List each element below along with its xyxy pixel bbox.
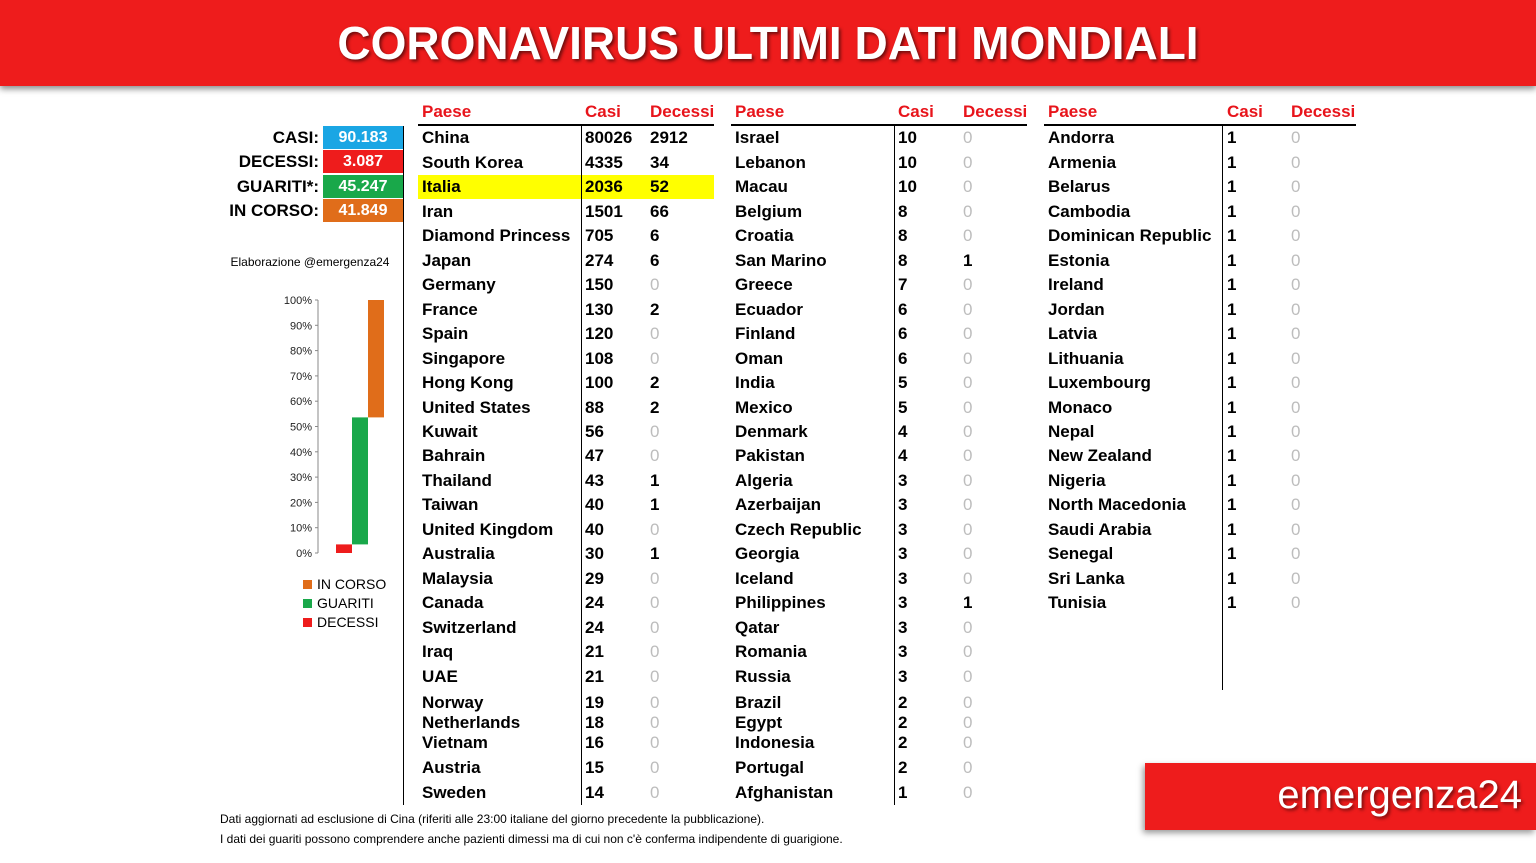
deaths-value: 0 — [650, 693, 660, 712]
header-underline — [731, 124, 1027, 126]
deaths-value: 0 — [1291, 128, 1301, 147]
deaths-value: 0 — [963, 520, 973, 539]
deaths-value: 34 — [650, 153, 669, 172]
deaths-value: 0 — [963, 569, 973, 588]
country-name: Jordan — [1048, 300, 1105, 319]
country-name: Romania — [735, 642, 807, 661]
deaths-value: 0 — [650, 324, 660, 343]
country-name: Taiwan — [422, 495, 479, 514]
deaths-value: 0 — [1291, 373, 1301, 392]
deaths-value: 0 — [1291, 324, 1301, 343]
legend-item — [303, 594, 386, 613]
brand-logo-text: emergenza24 — [1277, 773, 1522, 817]
cases-value: 3 — [898, 618, 908, 637]
cases-value: 1 — [1227, 373, 1237, 392]
deaths-value: 0 — [1291, 446, 1301, 465]
deaths-value: 2 — [650, 300, 660, 319]
country-name: Mexico — [735, 398, 793, 417]
header-banner — [0, 0, 1536, 86]
summary-value: 41.849 — [323, 199, 403, 222]
cases-value: 1 — [1227, 446, 1237, 465]
country-name: France — [422, 300, 478, 319]
deaths-value: 0 — [963, 642, 973, 661]
y-tick-label: 90% — [289, 320, 312, 333]
summary-label: GUARITI*: — [236, 177, 319, 196]
y-tick-label: 70% — [289, 370, 312, 383]
country-name: Israel — [735, 128, 780, 147]
deaths-value: 0 — [650, 569, 660, 588]
country-name: Senegal — [1048, 544, 1114, 563]
deaths-value: 0 — [1291, 226, 1301, 245]
deaths-value: 1 — [963, 251, 973, 270]
cases-value: 4335 — [585, 153, 623, 172]
country-name: Afghanistan — [735, 783, 834, 802]
chart-legend — [303, 575, 386, 632]
deaths-value: 0 — [963, 373, 973, 392]
deaths-value: 0 — [963, 177, 973, 196]
deaths-value: 0 — [1291, 275, 1301, 294]
summary-row — [205, 150, 403, 173]
column-header-deaths: Decessi — [1291, 102, 1356, 121]
country-name: Denmark — [735, 422, 808, 441]
country-name: South Korea — [422, 153, 524, 172]
cases-value: 4 — [898, 446, 908, 465]
cases-value: 56 — [585, 422, 604, 441]
deaths-value: 0 — [963, 226, 973, 245]
cases-value: 2 — [898, 758, 908, 777]
cases-value: 47 — [585, 446, 604, 465]
legend-swatch — [303, 618, 312, 627]
country-name: Andorra — [1048, 128, 1115, 147]
legend-item — [303, 613, 386, 632]
column-header-cases: Casi — [585, 102, 621, 121]
y-tick-label: 0% — [296, 548, 312, 560]
deaths-value: 0 — [1291, 593, 1301, 612]
deaths-value: 0 — [1291, 202, 1301, 221]
country-name: Finland — [735, 324, 796, 343]
country-name: India — [735, 373, 775, 392]
country-name: Algeria — [735, 471, 793, 490]
y-tick-label: 80% — [289, 345, 312, 358]
deaths-value: 0 — [963, 733, 973, 752]
cases-value: 40 — [585, 495, 604, 514]
column-separator — [581, 126, 582, 805]
column-header-country: Paese — [735, 102, 785, 121]
country-name: Pakistan — [735, 446, 805, 465]
country-name: Malaysia — [422, 569, 493, 588]
country-name: Monaco — [1048, 398, 1113, 417]
cases-value: 274 — [585, 251, 614, 270]
deaths-value: 2 — [650, 398, 660, 417]
deaths-value: 0 — [963, 300, 973, 319]
country-name: Nepal — [1048, 422, 1095, 441]
cases-value: 1 — [1227, 520, 1237, 539]
country-name: Singapore — [422, 349, 506, 368]
country-name: Japan — [422, 251, 472, 270]
deaths-value: 0 — [1291, 471, 1301, 490]
cases-value: 3 — [898, 495, 908, 514]
deaths-value: 0 — [650, 618, 660, 637]
cases-value: 8 — [898, 202, 908, 221]
cases-value: 6 — [898, 324, 908, 343]
cases-value: 1 — [1227, 128, 1237, 147]
cases-value: 21 — [585, 667, 604, 686]
bar-in-corso — [368, 300, 384, 417]
cases-value: 2036 — [585, 177, 623, 196]
deaths-value: 0 — [650, 642, 660, 661]
deaths-value: 0 — [963, 471, 973, 490]
country-name: Vietnam — [422, 733, 488, 752]
deaths-value: 2912 — [650, 128, 688, 147]
column-header-deaths: Decessi — [650, 102, 715, 121]
country-name: Dominican Republic — [1048, 226, 1212, 245]
country-name: Oman — [735, 349, 784, 368]
cases-value: 1 — [1227, 324, 1237, 343]
deaths-value: 0 — [963, 324, 973, 343]
country-name: United States — [422, 398, 531, 417]
country-name: Egypt — [735, 713, 783, 732]
cases-value: 2 — [898, 713, 908, 732]
deaths-value: 0 — [963, 495, 973, 514]
country-name: Greece — [735, 275, 793, 294]
cases-value: 4 — [898, 422, 908, 441]
header-underline — [418, 124, 714, 126]
cases-value: 1 — [1227, 569, 1237, 588]
cases-value: 8 — [898, 251, 908, 270]
cases-value: 1 — [1227, 226, 1237, 245]
credit-label: Elaborazione @emergenza24 — [230, 255, 390, 269]
cases-value: 3 — [898, 520, 908, 539]
deaths-value: 0 — [650, 520, 660, 539]
cases-value: 15 — [585, 758, 604, 777]
cases-value: 1 — [898, 783, 908, 802]
country-name: Iran — [422, 202, 454, 221]
y-tick-label: 20% — [289, 497, 312, 510]
country-name: North Macedonia — [1048, 495, 1186, 514]
cases-value: 1 — [1227, 275, 1237, 294]
summary-value: 90.183 — [323, 126, 403, 149]
cases-value: 1 — [1227, 153, 1237, 172]
cases-value: 1 — [1227, 251, 1237, 270]
cases-value: 3 — [898, 544, 908, 563]
y-tick-label: 30% — [289, 472, 312, 485]
country-name: Bahrain — [422, 446, 486, 465]
country-name: Latvia — [1048, 324, 1098, 343]
y-tick-label: 40% — [289, 446, 312, 459]
y-tick-label: 100% — [283, 295, 312, 307]
cases-value: 3 — [898, 471, 908, 490]
country-name: UAE — [422, 667, 458, 686]
cases-value: 1 — [1227, 398, 1237, 417]
country-name: Lithuania — [1048, 349, 1124, 368]
legend-label: GUARITI — [317, 595, 374, 611]
country-name: Switzerland — [422, 618, 517, 637]
country-name: Saudi Arabia — [1048, 520, 1152, 539]
cases-value: 14 — [585, 783, 604, 802]
cases-value: 6 — [898, 349, 908, 368]
country-name: Ecuador — [735, 300, 804, 319]
country-name: Sri Lanka — [1048, 569, 1125, 588]
percentage-chart — [255, 290, 415, 570]
cases-value: 8 — [898, 226, 908, 245]
deaths-value: 0 — [1291, 251, 1301, 270]
cases-value: 18 — [585, 713, 604, 732]
deaths-value: 0 — [1291, 495, 1301, 514]
country-name: Iraq — [422, 642, 454, 661]
cases-value: 1 — [1227, 593, 1237, 612]
summary-row — [205, 175, 403, 198]
country-name: Tunisia — [1048, 593, 1107, 612]
deaths-value: 0 — [963, 398, 973, 417]
deaths-value: 1 — [650, 544, 660, 563]
country-name: China — [422, 128, 470, 147]
cases-value: 1 — [1227, 300, 1237, 319]
cases-value: 80026 — [585, 128, 633, 147]
country-name: Azerbaijan — [735, 495, 821, 514]
cases-value: 5 — [898, 373, 908, 392]
deaths-value: 0 — [963, 275, 973, 294]
cases-value: 5 — [898, 398, 908, 417]
country-name: Qatar — [735, 618, 780, 637]
deaths-value: 0 — [650, 422, 660, 441]
deaths-value: 0 — [650, 667, 660, 686]
column-header-country: Paese — [1048, 102, 1098, 121]
deaths-value: 0 — [963, 422, 973, 441]
legend-item — [303, 575, 386, 594]
column-separator — [894, 126, 895, 805]
deaths-value: 0 — [963, 713, 973, 732]
deaths-value: 0 — [650, 733, 660, 752]
cases-value: 29 — [585, 569, 604, 588]
country-name: Iceland — [735, 569, 794, 588]
deaths-value: 0 — [963, 783, 973, 802]
cases-value: 1 — [1227, 422, 1237, 441]
legend-swatch — [303, 599, 312, 608]
footnote-2: I dati dei guariti possono comprendere anche pazienti dimessi ma di cui non c'è conferma indipendente di guarigione. — [220, 832, 843, 846]
column-separator — [1222, 126, 1223, 690]
summary-label: DECESSI: — [238, 152, 319, 171]
country-name: Nigeria — [1048, 471, 1106, 490]
country-name: Luxembourg — [1048, 373, 1151, 392]
deaths-value: 52 — [650, 177, 669, 196]
summary-row — [205, 126, 403, 149]
summary-value: 3.087 — [323, 150, 403, 173]
left-separator — [403, 126, 404, 805]
cases-value: 100 — [585, 373, 614, 392]
footnote-1: Dati aggiornati ad esclusione di Cina (riferiti alle 23:00 italiane del giorno precedente la pubblicazione). — [220, 812, 765, 826]
country-name: Croatia — [735, 226, 794, 245]
country-name: Thailand — [422, 471, 492, 490]
deaths-value: 0 — [1291, 398, 1301, 417]
y-tick-label: 50% — [289, 421, 312, 434]
country-name: Australia — [422, 544, 495, 563]
cases-value: 3 — [898, 642, 908, 661]
deaths-value: 0 — [963, 693, 973, 712]
deaths-value: 0 — [1291, 153, 1301, 172]
country-name: Lebanon — [735, 153, 806, 172]
cases-value: 1 — [1227, 177, 1237, 196]
cases-value: 10 — [898, 153, 917, 172]
cases-value: 3 — [898, 667, 908, 686]
deaths-value: 0 — [963, 667, 973, 686]
cases-value: 1 — [1227, 471, 1237, 490]
cases-value: 10 — [898, 177, 917, 196]
cases-value: 88 — [585, 398, 604, 417]
country-name: Kuwait — [422, 422, 478, 441]
column-header-deaths: Decessi — [963, 102, 1028, 121]
deaths-value: 6 — [650, 251, 660, 270]
cases-value: 2 — [898, 733, 908, 752]
cases-value: 705 — [585, 226, 614, 245]
country-name: Sweden — [422, 783, 487, 802]
country-name: Canada — [422, 593, 484, 612]
cases-value: 24 — [585, 618, 604, 637]
deaths-value: 0 — [650, 713, 660, 732]
cases-value: 19 — [585, 693, 604, 712]
page-title: CORONAVIRUS ULTIMI DATI MONDIALI — [337, 17, 1199, 69]
country-name: Belarus — [1048, 177, 1111, 196]
cases-value: 10 — [898, 128, 917, 147]
italia-row-highlight — [418, 175, 714, 199]
bar-guariti — [352, 417, 368, 544]
cases-value: 7 — [898, 275, 908, 294]
deaths-value: 1 — [650, 495, 660, 514]
country-name: Cambodia — [1048, 202, 1131, 221]
y-tick-label: 10% — [289, 522, 312, 535]
deaths-value: 0 — [650, 275, 660, 294]
deaths-value: 0 — [963, 153, 973, 172]
country-name: Philippines — [735, 593, 826, 612]
cases-value: 43 — [585, 471, 604, 490]
y-tick-label: 60% — [289, 396, 312, 409]
deaths-value: 0 — [1291, 177, 1301, 196]
country-name: United Kingdom — [422, 520, 554, 539]
deaths-value: 6 — [650, 226, 660, 245]
cases-value: 1 — [1227, 544, 1237, 563]
deaths-value: 0 — [1291, 300, 1301, 319]
deaths-value: 0 — [1291, 422, 1301, 441]
deaths-value: 0 — [1291, 520, 1301, 539]
country-name: San Marino — [735, 251, 827, 270]
deaths-value: 0 — [650, 349, 660, 368]
header-underline — [1044, 124, 1356, 126]
cases-value: 120 — [585, 324, 614, 343]
cases-value: 21 — [585, 642, 604, 661]
deaths-value: 66 — [650, 202, 669, 221]
country-name: Austria — [422, 758, 481, 777]
country-name: Italia — [422, 177, 461, 196]
deaths-value: 0 — [650, 758, 660, 777]
country-name: Hong Kong — [422, 373, 514, 392]
deaths-value: 0 — [650, 446, 660, 465]
deaths-value: 0 — [650, 593, 660, 612]
country-name: New Zealand — [1048, 446, 1152, 465]
cases-value: 24 — [585, 593, 604, 612]
country-name: Portugal — [735, 758, 804, 777]
deaths-value: 0 — [963, 446, 973, 465]
summary-label: CASI: — [272, 128, 319, 147]
country-name: Diamond Princess — [422, 226, 571, 245]
cases-value: 6 — [898, 300, 908, 319]
brand-box — [1145, 763, 1536, 830]
country-name: Brazil — [735, 693, 782, 712]
country-name: Georgia — [735, 544, 800, 563]
deaths-value: 0 — [1291, 349, 1301, 368]
column-header-country: Paese — [422, 102, 472, 121]
cases-value: 130 — [585, 300, 614, 319]
legend-label: DECESSI — [317, 614, 379, 630]
cases-value: 3 — [898, 569, 908, 588]
cases-value: 16 — [585, 733, 604, 752]
country-name: Germany — [422, 275, 496, 294]
deaths-value: 1 — [650, 471, 660, 490]
country-name: Armenia — [1048, 153, 1117, 172]
deaths-value: 0 — [650, 783, 660, 802]
country-name: Belgium — [735, 202, 803, 221]
legend-label: IN CORSO — [317, 576, 387, 592]
deaths-value: 0 — [963, 128, 973, 147]
country-name: Ireland — [1048, 275, 1104, 294]
summary-label: IN CORSO: — [229, 201, 319, 220]
country-name: Macau — [735, 177, 788, 196]
summary-row — [205, 199, 403, 222]
legend-swatch — [303, 580, 312, 589]
cases-value: 1501 — [585, 202, 623, 221]
country-name: Russia — [735, 667, 791, 686]
bar-decessi — [336, 544, 352, 553]
country-name: Estonia — [1048, 251, 1110, 270]
cases-value: 108 — [585, 349, 614, 368]
cases-value: 1 — [1227, 202, 1237, 221]
deaths-value: 0 — [963, 618, 973, 637]
country-name: Spain — [422, 324, 469, 343]
cases-value: 30 — [585, 544, 604, 563]
cases-value: 40 — [585, 520, 604, 539]
country-name: Norway — [422, 693, 484, 712]
country-name: Netherlands — [422, 713, 521, 732]
deaths-value: 2 — [650, 373, 660, 392]
column-header-cases: Casi — [1227, 102, 1263, 121]
country-name: Indonesia — [735, 733, 815, 752]
deaths-value: 0 — [1291, 544, 1301, 563]
country-name: Czech Republic — [735, 520, 862, 539]
summary-value: 45.247 — [323, 175, 403, 198]
deaths-value: 0 — [963, 349, 973, 368]
cases-value: 2 — [898, 693, 908, 712]
cases-value: 1 — [1227, 495, 1237, 514]
column-header-cases: Casi — [898, 102, 934, 121]
deaths-value: 0 — [963, 544, 973, 563]
deaths-value: 0 — [963, 202, 973, 221]
deaths-value: 0 — [963, 758, 973, 777]
cases-value: 3 — [898, 593, 908, 612]
cases-value: 1 — [1227, 349, 1237, 368]
deaths-value: 0 — [1291, 569, 1301, 588]
deaths-value: 1 — [963, 593, 973, 612]
cases-value: 150 — [585, 275, 614, 294]
